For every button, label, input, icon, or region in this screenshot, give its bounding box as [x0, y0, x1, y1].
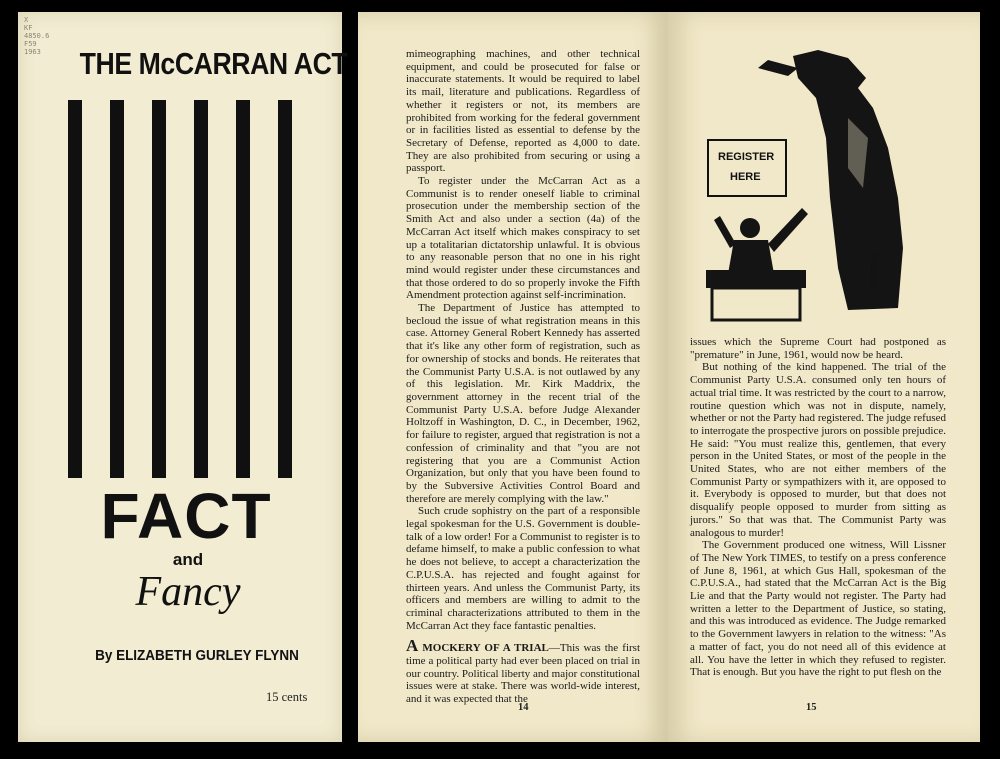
drop-cap: A: [406, 636, 419, 656]
cover-and: and: [172, 550, 204, 569]
paragraph: issues which the Supreme Court had postponed as "premature" in June, 1961, would now be heard.: [690, 336, 946, 361]
paragraph-text: —This was the first time a political party had ever been placed on trial in our country. Political liberty and major constitutional issues were at stake. There was world-wide interest, and it was expected that the: [406, 642, 641, 706]
page-number: 15: [806, 702, 817, 713]
page-14-text: [406, 48, 640, 706]
cover-fancy: Fancy: [135, 569, 241, 615]
paragraph: [406, 636, 641, 706]
cover-price: 15 cents: [266, 690, 308, 704]
paragraph: The Government produced one witness, Will Lissner of The New York TIMES, to testify on a press conference of June 8, 1961, at which Gus Hall, spokesman of the C.P.U.S.A., had stated that the McCarran Act is the Big Lie and that the Party would not register. The Party had written a letter to the Department of Justice, so stating, and this was introduced as evidence. The Judge remarked to the Government lawyers in relation to the witness: "As a matter of fact, you do not need all of this evidence at all. You have the letter in which they refused to register. That is enough. But you have the right to put flesh on the: [690, 539, 946, 679]
sign-line-1: REGISTER: [718, 151, 775, 163]
page-14: [358, 12, 668, 742]
page-number: 14: [518, 702, 529, 713]
prison-bar: [236, 100, 250, 478]
prison-bar: [68, 100, 82, 478]
paragraph: mimeographing machines, and other technical equipment, and could be prosecuted for false or inaccurate statements. It would be required to label its mail, literature and publications. Regardless of whether it registers or not, its members are prohibited from working for the federal government or in facilities listed as essential to defense by the Secretary of Defense, reported as 4,000 to date. They are also prohibited from securing or using a passport.: [406, 48, 640, 175]
prison-bar: [278, 100, 292, 478]
paragraph: The Department of Justice has attempted to becloud the issue of what registration means in this case. Attorney General Robert Kennedy has asserted that it's like any other form of registration, such as for ownership of stocks and bonds. He reiterates that the Communist Party U.S.A. is not outlawed by any of this legislation. Mr. Kirk Maddrix, the government attorney in the recent trial of the Communist Party U.S.A. before Judge Alexander Holtzoff in Washington, D. C., in December, 1962, for failure to register, argued that registration is not a confession of criminality and that "you are not registering that you are a Communist Action Organization, but only that you have been found to by the Subversive Activities Control Board and therefore are merely complying with the law.": [406, 302, 640, 505]
cover-author: By ELIZABETH GURLEY FLYNN: [95, 648, 299, 664]
library-call-number: X KF 4850.6 F59 1963: [24, 16, 50, 56]
artist-signature: PARTISAN: [871, 253, 878, 288]
pamphlet-cover: [18, 12, 348, 742]
page-15-text: [690, 336, 946, 679]
paragraph: Such crude sophistry on the part of a responsible legal spokesman for the U.S. Government is double-talk of a low order! For a Communist to register is to defame himself, to make a public confession to what he does not believe, to accept a characterization the C.P.U.S.A. has rejected and fought against for thirteen years. And unless the Communist Party, its officers and members are willing to admit to the criminal characterizations attributed to them in the McCarran Act they face fantastic penalties.: [406, 505, 640, 632]
page-15: [668, 12, 980, 742]
paragraph: To register under the McCarran Act as a Communist is to render oneself liable to criminal prosecution under the membership section of the Smith Act and also under a section (4a) of the McCarran Act itself which makes conspiracy to set up a totalitarian dictatorship unlawful. It is obvious to any reasonable person that no one in his right mind would register under these circumstances and that those ordered to do so properly invoke the Fifth Amendment protection against self-incrimination.: [406, 175, 640, 302]
paragraph: But nothing of the kind happened. The trial of the Communist Party U.S.A. consumed only ten hours of actual trial time. It was restricted by the court to a narrow, routine question which was not in dispute, namely, whether or not the Party had registered. The judge refused to interrogate the prospective jurors on possible prejudice. He said: "You must realize this, gentlemen, that every person in the United States, or most of the people in the United States, who are not either members of the Communist Party or sympathizers with it, are opposed to it. Everybody is opposed to murder, but that does not disqualify people opposed to murder from sitting as jurors." So that was that. The Communist Party was analogous to murder!: [690, 361, 946, 539]
cover-title: THE McCARRAN ACT: [79, 46, 348, 81]
prison-bar: [152, 100, 166, 478]
prison-bar: [110, 100, 124, 478]
cartoon-illustration: [698, 48, 958, 324]
section-lead: MOCKERY OF A TRIAL: [422, 642, 549, 655]
cover-fact: FACT: [100, 480, 272, 552]
prison-bar: [194, 100, 208, 478]
sign-line-2: HERE: [730, 171, 761, 183]
